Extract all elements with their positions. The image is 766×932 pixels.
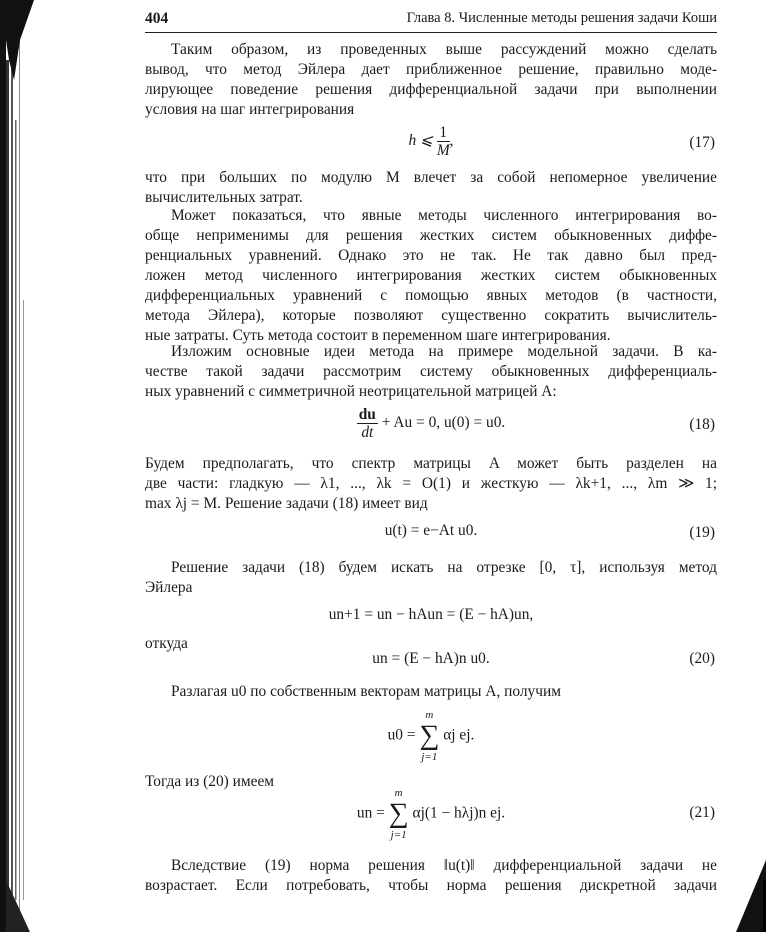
sum-lower-limit: j=1	[390, 829, 407, 841]
text-line: дифференциальных уравнений с помощью явных методов (в частности,	[145, 287, 717, 304]
text-line: Тогда из (20) имеем	[145, 773, 275, 790]
eq21-rhs: αj(1 − hλj)n ej.	[412, 804, 506, 822]
eq18-denominator: dt	[361, 424, 374, 441]
scan-border-right	[726, 0, 766, 932]
text-line: Может показаться, что явные методы численного интегрирования во-	[171, 207, 717, 224]
text-line: Разлагая u0 по собственным векторам матрицы A, получим	[171, 683, 561, 700]
expansion-rhs: αj ej.	[443, 726, 475, 744]
page-number: 404	[145, 10, 169, 27]
text-line: Будем предполагать, что спектр матрицы A может быть разделен на	[145, 455, 717, 472]
text-line: откуда	[145, 635, 188, 652]
book-page	[145, 0, 717, 932]
running-header	[145, 10, 717, 33]
text-line: ренциальных уравнений. Однако это не так. Не так давно был пред-	[145, 247, 717, 264]
sum-upper-limit: m	[394, 787, 403, 799]
eq17-denominator: M	[436, 142, 450, 159]
text-line: что при больших по модулю M влечет за собой непомерное увеличение	[145, 169, 717, 186]
text-line: ные затраты. Суть метода состоит в переменном шаге интегрирования.	[145, 327, 611, 344]
text-line: Изложим основные идеи метода на примере модельной задачи. В ка-	[171, 343, 717, 360]
equation-euler	[145, 606, 717, 630]
sum-upper-limit: m	[425, 709, 434, 721]
eq18-numerator: du	[358, 406, 376, 423]
text-line: возрастает. Если потребовать, чтобы норма решения дискретной задачи	[145, 877, 717, 894]
equation-number-21: (21)	[689, 804, 715, 821]
text-line: Решение задачи (18) будем искать на отрезке [0, τ], используя метод	[171, 559, 717, 576]
expansion-lhs: u0 =	[387, 726, 416, 744]
text-line: Вследствие (19) норма решения ‖u(t)‖ дифференциальной задачи не	[171, 857, 717, 874]
eq17-numerator: 1	[437, 124, 450, 142]
eq17-fraction	[437, 124, 450, 159]
eq17-tail: ,	[449, 132, 454, 150]
equation-number-17: (17)	[689, 134, 715, 151]
text-line: Таким образом, из проведенных выше рассуждений можно сделать	[171, 41, 717, 58]
euler-body: un+1 = un − hAun = (E − hA)un,	[328, 606, 534, 623]
eq21-lhs: un =	[356, 804, 385, 822]
text-line: две части: гладкую — λ1, ..., λk = O(1) и жесткую — λk+1, ..., λm ≫ 1;	[145, 475, 717, 492]
text-line: вывод, что метод Эйлера дает приближенное решение, правильно моде-	[145, 61, 717, 78]
text-line: вычислительных затрат.	[145, 189, 303, 206]
running-title: Глава 8. Численные методы решения задачи Коши	[406, 10, 717, 26]
text-line: условия на шаг интегрирования	[145, 101, 355, 118]
equation-17	[145, 124, 717, 164]
equation-number-20: (20)	[689, 650, 715, 667]
eq20-body: un = (E − hA)n u0.	[372, 650, 490, 667]
equation-21	[145, 786, 717, 846]
equation-number-19: (19)	[689, 524, 715, 541]
equation-number-18: (18)	[689, 416, 715, 433]
eq18-fraction	[357, 406, 378, 441]
text-line: ных уравнений с симметричной неотрицательной матрицей A:	[145, 383, 557, 400]
equation-18	[145, 406, 717, 446]
eq19-body: u(t) = e−At u0.	[384, 522, 478, 539]
sum-lower-limit: j=1	[421, 751, 438, 763]
text-line: Эйлера	[145, 579, 193, 596]
text-line: метода Эйлера), которые позволяют существенно сократить вычислитель-	[145, 307, 717, 324]
text-line: обще неприменимы для решения жестких систем обыкновенных диффе-	[145, 227, 717, 244]
scan-border-left	[0, 0, 40, 932]
eq17-lhs: h ⩽	[408, 132, 433, 150]
sum-symbol: m ∑ j=1	[419, 709, 440, 763]
equation-19	[145, 522, 717, 546]
equation-20	[145, 650, 717, 674]
text-line: ложен метод численного интегрирования жестких систем обыкновенных	[145, 267, 717, 284]
text-line: лирующее поведение решения дифференциальной задачи при выполнении	[145, 81, 717, 98]
sum-symbol: m ∑ j=1	[388, 787, 409, 841]
text-line: честве такой задачи рассмотрим систему обыкновенных дифференциаль-	[145, 363, 717, 380]
text-line: max λj = M. Решение задачи (18) имеет вид	[145, 495, 428, 512]
equation-expansion	[145, 708, 717, 768]
eq18-rest: + Au = 0, u(0) = u0.	[381, 414, 506, 432]
